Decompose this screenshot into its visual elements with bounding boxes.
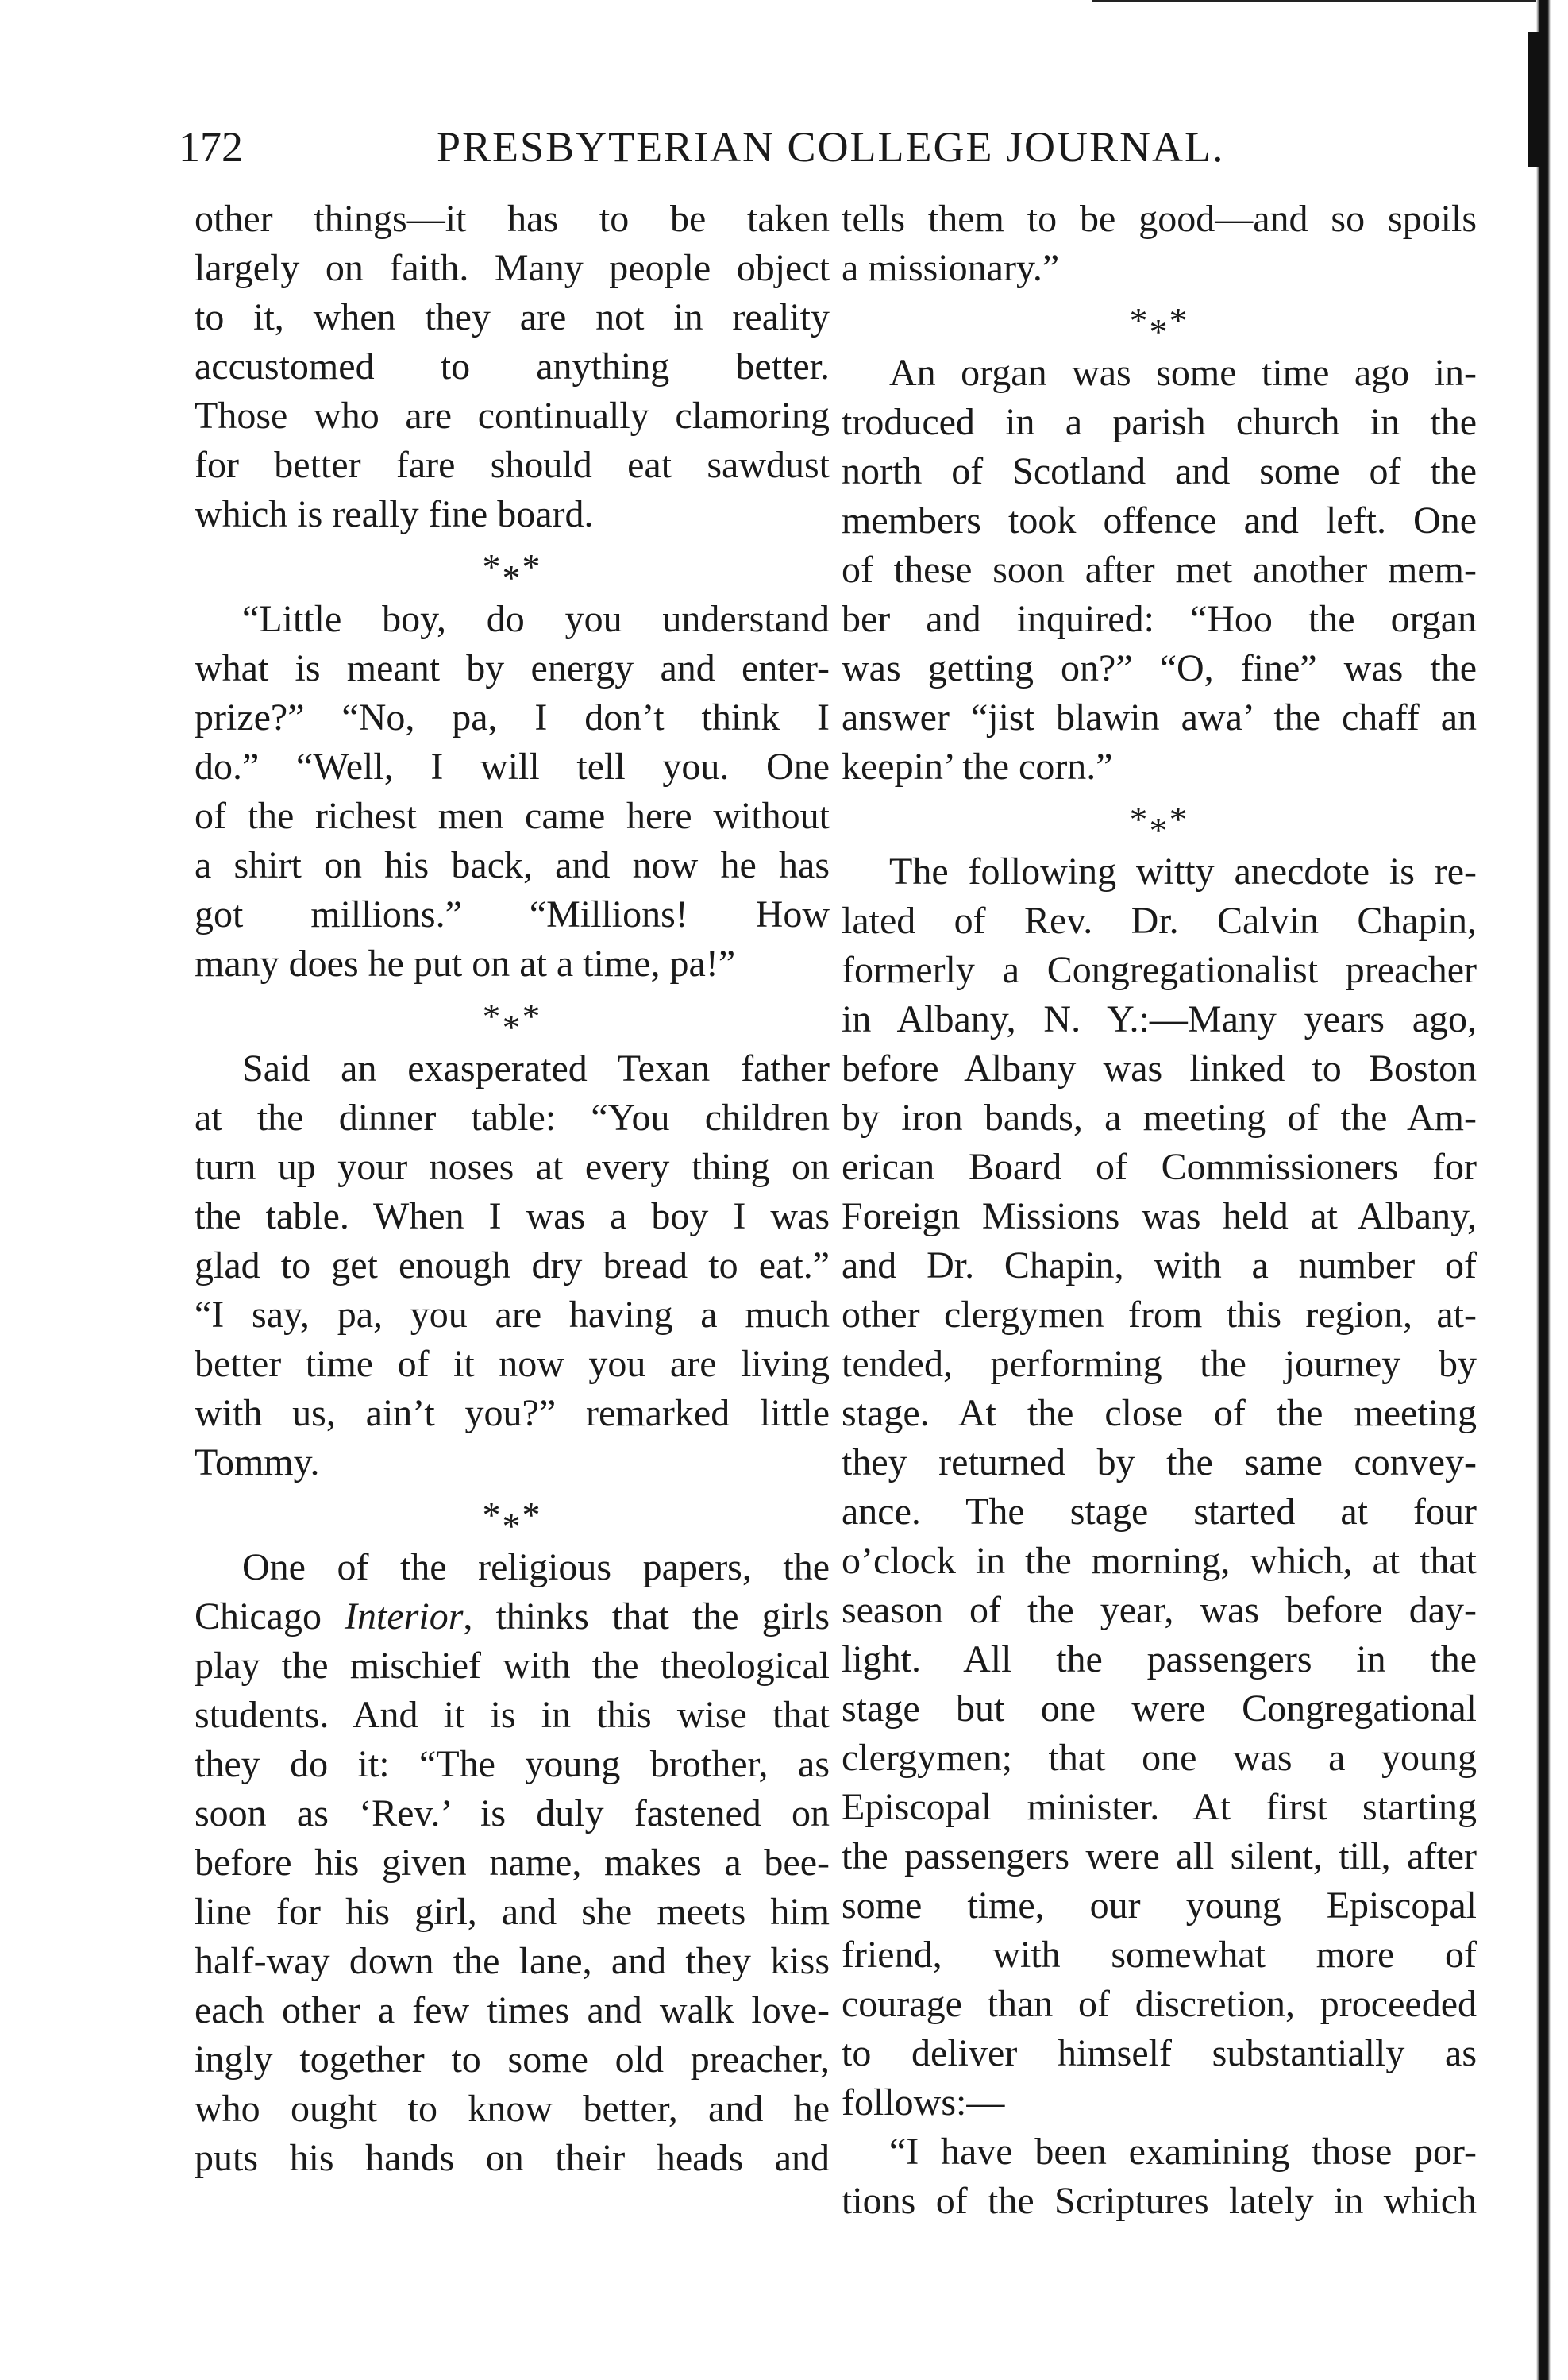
text-line: they do it: “The young brother, as: [195, 1743, 830, 1785]
text-line: “I have been examining those por-: [889, 2131, 1477, 2173]
page-edge-mark: [1528, 32, 1540, 167]
text-line: tells them to be good—and so spoils: [842, 198, 1477, 240]
text-line: a missionary.”: [842, 247, 1060, 289]
text-line: a shirt on his back, and now he has: [195, 844, 830, 886]
paragraph: [195, 595, 830, 989]
text-line: half-way down the lane, and they kiss: [195, 1940, 830, 1982]
text-line: Chicago Interior, thinks that the girls: [195, 1595, 830, 1637]
text-line: season of the year, was before day-: [842, 1589, 1477, 1631]
text-line: got millions.” “Millions! How: [195, 893, 830, 935]
text-line: at the dinner table: “You children: [195, 1097, 830, 1139]
text-line: The following witty anecdote is re-: [889, 851, 1477, 893]
text-line: to it, when they are not in reality: [195, 296, 830, 338]
text-line: Tommy.: [195, 1441, 320, 1483]
running-title: PRESBYTERIAN COLLEGE JOURNAL.: [437, 123, 1225, 171]
text-line: with us, ain’t you?” remarked little: [195, 1392, 830, 1434]
text-line: by iron bands, a meeting of the Am-: [842, 1097, 1477, 1139]
text-line: turn up your noses at every thing on: [195, 1146, 830, 1188]
text-line: to deliver himself substantially as: [842, 2032, 1477, 2074]
text-line: largely on faith. Many people object: [195, 247, 830, 289]
text-line: members took offence and left. One: [842, 500, 1477, 542]
text-line: prize?” “No, pa, I don’t think I: [195, 696, 830, 739]
page-header: [179, 119, 1465, 175]
page-number: 172: [179, 123, 243, 171]
text-line: before Albany was linked to Boston: [842, 1047, 1477, 1090]
text-line: o’clock in the morning, which, at that: [842, 1540, 1477, 1582]
page-edge-shadow: [1536, 0, 1551, 2380]
text-line: light. All the passengers in the: [842, 1638, 1477, 1680]
text-line: play the mischief with the theological: [195, 1645, 830, 1687]
text-line: stage. At the close of the meeting: [842, 1392, 1477, 1434]
text-line: line for his girl, and she meets him: [195, 1891, 830, 1933]
text-line: each other a few times and walk love-: [195, 1989, 830, 2031]
asterism-separator: ***: [1129, 799, 1189, 851]
text-line: students. And it is in this wise that: [195, 1694, 830, 1736]
text-line: clergymen; that one was a young: [842, 1737, 1477, 1779]
text-line: other things—it has to be taken: [195, 198, 830, 240]
paragraph: [842, 847, 1477, 2127]
text-line: puts his hands on their heads and: [195, 2137, 830, 2179]
text-line: what is meant by energy and enter-: [195, 647, 830, 689]
text-line: soon as ‘Rev.’ is duly fastened on: [195, 1792, 830, 1834]
paragraph: [195, 1543, 830, 2183]
text-line: keepin’ the corn.”: [842, 746, 1113, 788]
text-line: An organ was some time ago in-: [889, 352, 1477, 394]
left-column: [195, 195, 830, 2183]
text-line: the passengers were all silent, till, after: [842, 1835, 1477, 1877]
text-line: many does he put on at a time, pa!”: [195, 943, 736, 985]
text-line: better time of it now you are living: [195, 1343, 830, 1385]
text-line: One of the religious papers, the: [242, 1546, 830, 1588]
text-line: in Albany, N. Y.:—Many years ago,: [842, 998, 1477, 1040]
text-line: of the richest men came here without: [195, 795, 830, 837]
text-line: for better fare should eat sawdust: [195, 444, 830, 486]
text-line: some time, our young Episcopal: [842, 1884, 1477, 1927]
paragraph: [195, 1044, 830, 1487]
text-line: stage but one were Congregational: [842, 1688, 1477, 1730]
text-line: “I say, pa, you are having a much: [195, 1294, 830, 1336]
text-line: Episcopal minister. At first starting: [842, 1786, 1477, 1828]
text-line: lated of Rev. Dr. Calvin Chapin,: [842, 900, 1477, 942]
text-line: follows:—: [842, 2081, 1005, 2123]
text-line: answer “jist blawin awa’ the chaff an: [842, 696, 1477, 739]
text-line: north of Scotland and some of the: [842, 450, 1477, 492]
text-line: other clergymen from this region, at-: [842, 1294, 1477, 1336]
text-line: tions of the Scriptures lately in which: [842, 2180, 1477, 2222]
text-line: before his given name, makes a bee-: [195, 1842, 830, 1884]
asterism-separator: ***: [1129, 300, 1189, 352]
paragraph: [842, 349, 1477, 792]
text-line: ance. The stage started at four: [842, 1491, 1477, 1533]
text-line: was getting on?” “O, fine” was the: [842, 647, 1477, 689]
text-line: erican Board of Commissioners for: [842, 1146, 1477, 1188]
text-line: courage than of discretion, proceeded: [842, 1983, 1477, 2025]
text-line: formerly a Congregationalist preacher: [842, 949, 1477, 991]
text-line: troduced in a parish church in the: [842, 401, 1477, 443]
text-line: which is really fine board.: [195, 493, 594, 535]
text-line: the table. When I was a boy I was: [195, 1195, 830, 1237]
top-rule: [1092, 0, 1548, 10]
text-line: do.” “Well, I will tell you. One: [195, 746, 830, 788]
text-line: of these soon after met another mem-: [842, 549, 1477, 591]
text-line: “Little boy, do you understand: [242, 598, 830, 640]
text-line: who ought to know better, and he: [195, 2088, 830, 2130]
asterism-separator: ***: [482, 996, 542, 1047]
text-line: ber and inquired: “Hoo the organ: [842, 598, 1477, 640]
text-line: tended, performing the journey by: [842, 1343, 1477, 1385]
asterism-separator: ***: [482, 546, 542, 598]
paragraph: [842, 195, 1477, 293]
text-line: accustomed to anything better.: [195, 345, 830, 388]
paragraph: [842, 2127, 1477, 2226]
text-line: Those who are continually clamoring: [195, 395, 830, 437]
paragraph: [195, 195, 830, 539]
text-line: Foreign Missions was held at Albany,: [842, 1195, 1477, 1237]
asterism-separator: ***: [482, 1495, 542, 1546]
text-line: Said an exasperated Texan father: [242, 1047, 830, 1090]
text-line: friend, with somewhat more of: [842, 1934, 1477, 1976]
right-column: [842, 195, 1477, 2226]
text-line: and Dr. Chapin, with a number of: [842, 1244, 1477, 1286]
text-line: ingly together to some old preacher,: [195, 2039, 830, 2081]
text-line: they returned by the same convey-: [842, 1441, 1477, 1483]
text-line: glad to get enough dry bread to eat.”: [195, 1244, 830, 1286]
publication-name: Interior: [345, 1595, 464, 1637]
